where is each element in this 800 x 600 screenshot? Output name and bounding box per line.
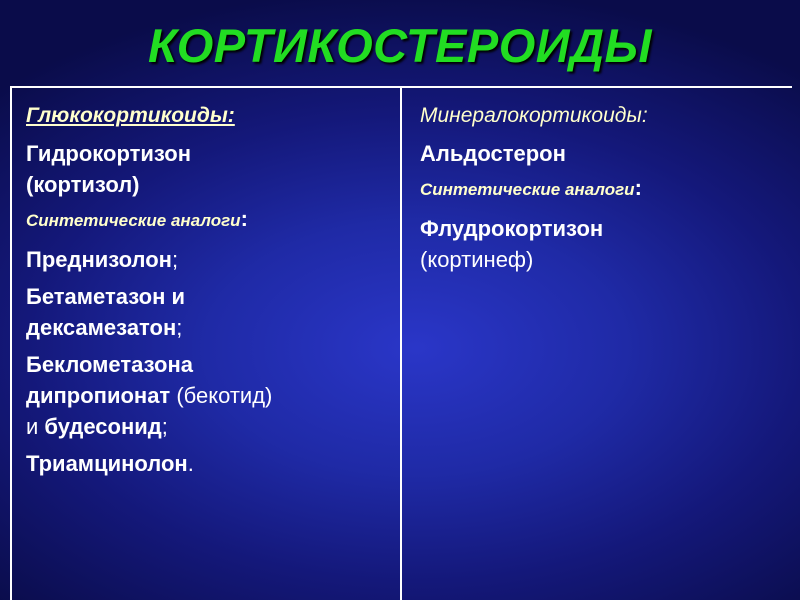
becotide-name: (бекотид) [170,383,273,408]
analogs-label-text: Синтетические аналоги [420,180,635,199]
glucocorticoids-column [12,88,402,600]
analogs-label-colon: : [240,206,248,231]
analogs-label-text: Синтетические аналоги [26,211,241,230]
dexamethasone-name: дексамезатон [26,315,177,340]
hydrocortisone-item [26,138,386,200]
beclomethasone-item [26,349,386,442]
slide-title: КОРТИКОСТЕРОИДЫ [147,19,653,72]
glucocorticoid-analogs-label [26,206,386,234]
aldosterone-item [420,138,780,169]
fludrocortisone-item [420,213,780,275]
analogs-label-colon: : [634,175,642,200]
mineralocorticoids-heading: Минералокортикоиды: [420,104,648,127]
beclomethasone-name: Беклометазона [26,352,194,377]
aldosterone-name: Альдостерон [420,141,566,166]
prednisolone-item [26,244,386,275]
budesonide-name: будесонид [44,414,162,439]
hydrocortisone-name: Гидрокортизон [26,141,192,166]
triamcinolone-name: Триамцинолон [26,451,188,476]
budesonide-separator: ; [161,414,168,439]
dipropionate-name: дипропионат [26,383,171,408]
betamethasone-conjunction: и [165,284,186,309]
betamethasone-item [26,281,386,343]
mineralocorticoid-analogs-label [420,175,780,203]
mineralocorticoids-column [402,88,794,600]
glucocorticoids-heading: Глюкокортикоиды: [26,104,235,127]
corticosteroid-table [10,86,792,600]
and-word: и [26,414,45,439]
prednisolone-name: Преднизолон [26,247,172,272]
triamcinolone-item [26,448,386,479]
prednisolone-separator: ; [171,247,179,272]
dexamethasone-separator: ; [176,315,183,340]
fludrocortisone-name: Флудрокортизон [420,216,604,241]
cortineff-name: (кортинеф) [420,247,534,272]
triamcinolone-separator: . [187,451,194,476]
betamethasone-name: Бетаметазон [26,284,166,309]
cortisol-name: (кортизол) [26,172,140,197]
